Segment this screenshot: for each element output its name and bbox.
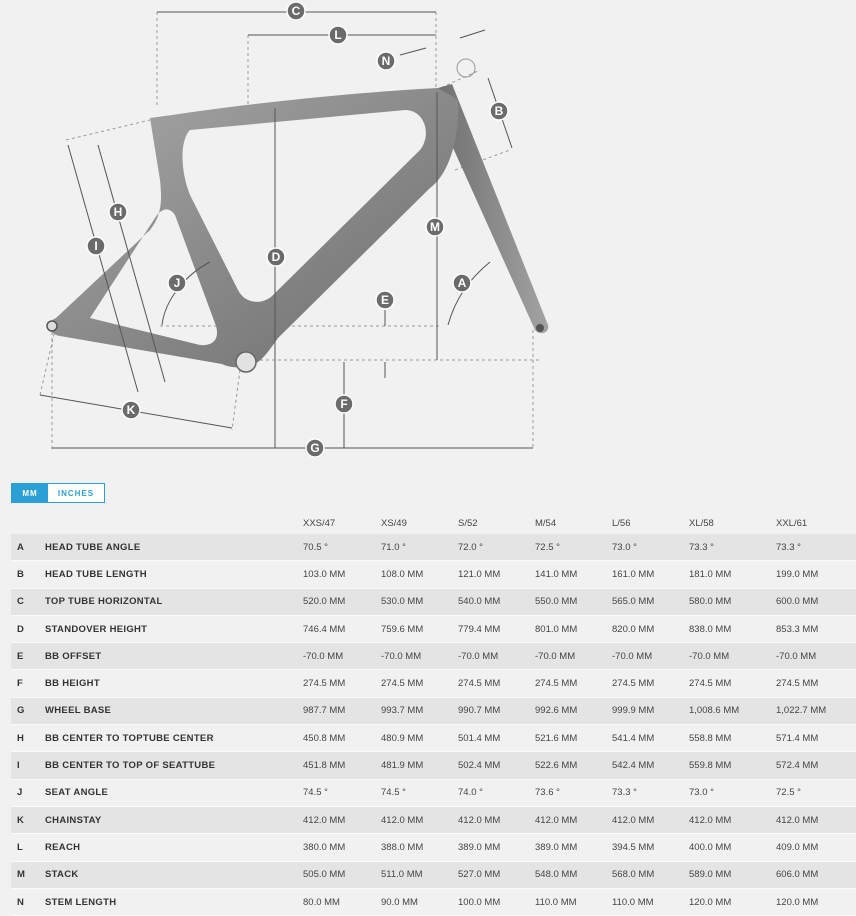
row-value: 161.0 MM bbox=[612, 561, 689, 588]
row-value: 480.9 MM bbox=[381, 725, 458, 752]
svg-text:H: H bbox=[113, 205, 123, 219]
svg-text:J: J bbox=[173, 276, 181, 290]
row-value: 120.0 MM bbox=[776, 888, 856, 915]
row-value: 572.4 MM bbox=[776, 752, 856, 779]
svg-text:E: E bbox=[380, 293, 390, 307]
row-name: HEAD TUBE LENGTH bbox=[45, 561, 303, 588]
row-value: 72.5 ° bbox=[776, 779, 856, 806]
row-value: 73.3 ° bbox=[689, 534, 776, 561]
row-value: 550.0 MM bbox=[535, 588, 612, 615]
row-value: 274.5 MM bbox=[381, 670, 458, 697]
svg-text:N: N bbox=[381, 54, 391, 68]
label-f bbox=[335, 395, 353, 413]
row-value: 501.4 MM bbox=[458, 725, 535, 752]
construction-lines bbox=[40, 12, 540, 450]
row-key: L bbox=[11, 834, 45, 861]
row-value: 389.0 MM bbox=[458, 834, 535, 861]
row-value: 571.4 MM bbox=[776, 725, 856, 752]
label-d bbox=[267, 248, 285, 266]
size-header: L/56 bbox=[612, 517, 631, 529]
row-value: 820.0 MM bbox=[612, 615, 689, 642]
row-value: 274.5 MM bbox=[303, 670, 381, 697]
row-name: REACH bbox=[45, 834, 303, 861]
row-value: 388.0 MM bbox=[381, 834, 458, 861]
row-value: 72.5 ° bbox=[535, 534, 612, 561]
row-value: 73.3 ° bbox=[776, 534, 856, 561]
row-value: 73.0 ° bbox=[689, 779, 776, 806]
label-l bbox=[329, 26, 347, 44]
row-value: 779.4 MM bbox=[458, 615, 535, 642]
row-value: -70.0 MM bbox=[381, 643, 458, 670]
row-key: D bbox=[11, 615, 45, 642]
row-value: 141.0 MM bbox=[535, 561, 612, 588]
row-name: HEAD TUBE ANGLE bbox=[45, 534, 303, 561]
row-name: STANDOVER HEIGHT bbox=[45, 615, 303, 642]
row-value: 80.0 MM bbox=[303, 888, 381, 915]
row-value: 70.5 ° bbox=[303, 534, 381, 561]
row-value: 412.0 MM bbox=[776, 806, 856, 833]
label-e bbox=[376, 291, 394, 309]
row-value: 380.0 MM bbox=[303, 834, 381, 861]
row-key: A bbox=[11, 534, 45, 561]
row-value: 274.5 MM bbox=[458, 670, 535, 697]
row-value: 746.4 MM bbox=[303, 615, 381, 642]
row-value: 511.0 MM bbox=[381, 861, 458, 888]
row-key: B bbox=[11, 561, 45, 588]
row-value: 412.0 MM bbox=[458, 806, 535, 833]
row-value: 559.8 MM bbox=[689, 752, 776, 779]
svg-text:L: L bbox=[334, 28, 342, 42]
row-value: 987.7 MM bbox=[303, 697, 381, 724]
row-value: -70.0 MM bbox=[776, 643, 856, 670]
row-key: K bbox=[11, 806, 45, 833]
svg-text:D: D bbox=[271, 250, 281, 264]
table-row bbox=[11, 534, 856, 561]
row-value: 1,008.6 MM bbox=[689, 697, 776, 724]
row-value: 74.0 ° bbox=[458, 779, 535, 806]
row-value: 520.0 MM bbox=[303, 588, 381, 615]
svg-text:B: B bbox=[494, 104, 504, 118]
row-value: 110.0 MM bbox=[535, 888, 612, 915]
row-value: -70.0 MM bbox=[612, 643, 689, 670]
label-k bbox=[122, 401, 140, 419]
label-b bbox=[490, 102, 508, 120]
row-name: BB CENTER TO TOP OF SEATTUBE bbox=[45, 752, 303, 779]
label-j bbox=[168, 274, 186, 292]
svg-text:I: I bbox=[94, 239, 98, 253]
svg-text:G: G bbox=[310, 441, 320, 455]
label-i bbox=[87, 237, 105, 255]
row-value: 412.0 MM bbox=[612, 806, 689, 833]
row-value: 521.6 MM bbox=[535, 725, 612, 752]
mm-button[interactable]: MM bbox=[12, 484, 48, 502]
row-value: 992.6 MM bbox=[535, 697, 612, 724]
row-value: 540.0 MM bbox=[458, 588, 535, 615]
svg-text:F: F bbox=[340, 397, 348, 411]
row-value: 580.0 MM bbox=[689, 588, 776, 615]
row-value: 73.3 ° bbox=[612, 779, 689, 806]
row-value: 108.0 MM bbox=[381, 561, 458, 588]
row-value: 74.5 ° bbox=[303, 779, 381, 806]
row-name: BB CENTER TO TOPTUBE CENTER bbox=[45, 725, 303, 752]
row-value: 412.0 MM bbox=[381, 806, 458, 833]
row-value: 541.4 MM bbox=[612, 725, 689, 752]
row-value: 103.0 MM bbox=[303, 561, 381, 588]
row-value: 400.0 MM bbox=[689, 834, 776, 861]
row-key: N bbox=[11, 888, 45, 915]
row-value: 558.8 MM bbox=[689, 725, 776, 752]
row-value: 389.0 MM bbox=[535, 834, 612, 861]
inches-button[interactable]: INCHES bbox=[48, 484, 104, 502]
row-value: 522.6 MM bbox=[535, 752, 612, 779]
row-value: 394.5 MM bbox=[612, 834, 689, 861]
row-value: 502.4 MM bbox=[458, 752, 535, 779]
row-value: -70.0 MM bbox=[535, 643, 612, 670]
row-key: C bbox=[11, 588, 45, 615]
row-key: E bbox=[11, 643, 45, 670]
row-value: 993.7 MM bbox=[381, 697, 458, 724]
row-value: 530.0 MM bbox=[381, 588, 458, 615]
table-row bbox=[11, 670, 856, 697]
table-row bbox=[11, 888, 856, 915]
row-value: 72.0 ° bbox=[458, 534, 535, 561]
row-name: STEM LENGTH bbox=[45, 888, 303, 915]
row-name: STACK bbox=[45, 861, 303, 888]
table-row bbox=[11, 588, 856, 615]
row-value: 71.0 ° bbox=[381, 534, 458, 561]
svg-text:M: M bbox=[430, 220, 440, 234]
size-header: XXL/61 bbox=[776, 517, 808, 529]
row-key: I bbox=[11, 752, 45, 779]
row-value: 759.6 MM bbox=[381, 615, 458, 642]
row-value: 527.0 MM bbox=[458, 861, 535, 888]
row-value: 801.0 MM bbox=[535, 615, 612, 642]
label-a bbox=[453, 274, 471, 292]
dimension-lines bbox=[40, 12, 533, 448]
row-value: -70.0 MM bbox=[458, 643, 535, 670]
row-value: 181.0 MM bbox=[689, 561, 776, 588]
unit-toggle bbox=[11, 483, 105, 503]
row-value: 451.8 MM bbox=[303, 752, 381, 779]
row-value: 565.0 MM bbox=[612, 588, 689, 615]
row-value: 121.0 MM bbox=[458, 561, 535, 588]
row-name: BB OFFSET bbox=[45, 643, 303, 670]
row-name: WHEEL BASE bbox=[45, 697, 303, 724]
row-key: M bbox=[11, 861, 45, 888]
row-name: CHAINSTAY bbox=[45, 806, 303, 833]
row-key: J bbox=[11, 779, 45, 806]
table-row bbox=[11, 779, 856, 806]
label-h bbox=[109, 203, 127, 221]
row-value: 90.0 MM bbox=[381, 888, 458, 915]
row-key: F bbox=[11, 670, 45, 697]
row-value: 412.0 MM bbox=[689, 806, 776, 833]
row-value: 274.5 MM bbox=[776, 670, 856, 697]
row-value: 120.0 MM bbox=[689, 888, 776, 915]
label-n bbox=[377, 52, 395, 70]
row-name: TOP TUBE HORIZONTAL bbox=[45, 588, 303, 615]
svg-text:K: K bbox=[126, 403, 136, 417]
label-c bbox=[287, 2, 305, 20]
row-value: 73.0 ° bbox=[612, 534, 689, 561]
row-value: 600.0 MM bbox=[776, 588, 856, 615]
geometry-table bbox=[11, 512, 856, 916]
row-key: G bbox=[11, 697, 45, 724]
table-row bbox=[11, 725, 856, 752]
row-value: 274.5 MM bbox=[612, 670, 689, 697]
row-value: 481.9 MM bbox=[381, 752, 458, 779]
row-value: 73.6 ° bbox=[535, 779, 612, 806]
svg-text:C: C bbox=[291, 4, 301, 18]
size-header: XXS/47 bbox=[303, 517, 336, 529]
row-value: 505.0 MM bbox=[303, 861, 381, 888]
row-value: 589.0 MM bbox=[689, 861, 776, 888]
table-row bbox=[11, 615, 856, 642]
row-value: 274.5 MM bbox=[535, 670, 612, 697]
row-value: 199.0 MM bbox=[776, 561, 856, 588]
row-value: 1,022.7 MM bbox=[776, 697, 856, 724]
table-row bbox=[11, 697, 856, 724]
row-value: -70.0 MM bbox=[689, 643, 776, 670]
row-name: BB HEIGHT bbox=[45, 670, 303, 697]
table-row bbox=[11, 643, 856, 670]
row-value: 999.9 MM bbox=[612, 697, 689, 724]
table-row bbox=[11, 834, 856, 861]
row-value: 542.4 MM bbox=[612, 752, 689, 779]
size-header: M/54 bbox=[535, 517, 557, 529]
row-value: -70.0 MM bbox=[303, 643, 381, 670]
row-value: 74.5 ° bbox=[381, 779, 458, 806]
table-row bbox=[11, 861, 856, 888]
svg-text:A: A bbox=[457, 276, 467, 290]
row-value: 274.5 MM bbox=[689, 670, 776, 697]
table-row bbox=[11, 561, 856, 588]
row-key: H bbox=[11, 725, 45, 752]
table-row bbox=[11, 752, 856, 779]
row-value: 838.0 MM bbox=[689, 615, 776, 642]
row-value: 548.0 MM bbox=[535, 861, 612, 888]
row-value: 412.0 MM bbox=[535, 806, 612, 833]
table-header-row bbox=[11, 512, 856, 534]
row-value: 568.0 MM bbox=[612, 861, 689, 888]
row-value: 990.7 MM bbox=[458, 697, 535, 724]
size-header: XL/58 bbox=[689, 517, 714, 529]
size-header: XS/49 bbox=[381, 517, 407, 529]
row-value: 110.0 MM bbox=[612, 888, 689, 915]
size-header: S/52 bbox=[458, 517, 478, 529]
label-m bbox=[426, 218, 444, 236]
row-value: 450.8 MM bbox=[303, 725, 381, 752]
row-value: 412.0 MM bbox=[303, 806, 381, 833]
row-value: 100.0 MM bbox=[458, 888, 535, 915]
row-name: SEAT ANGLE bbox=[45, 779, 303, 806]
row-value: 409.0 MM bbox=[776, 834, 856, 861]
row-value: 853.3 MM bbox=[776, 615, 856, 642]
row-value: 606.0 MM bbox=[776, 861, 856, 888]
table-row bbox=[11, 806, 856, 833]
label-g bbox=[306, 439, 324, 457]
